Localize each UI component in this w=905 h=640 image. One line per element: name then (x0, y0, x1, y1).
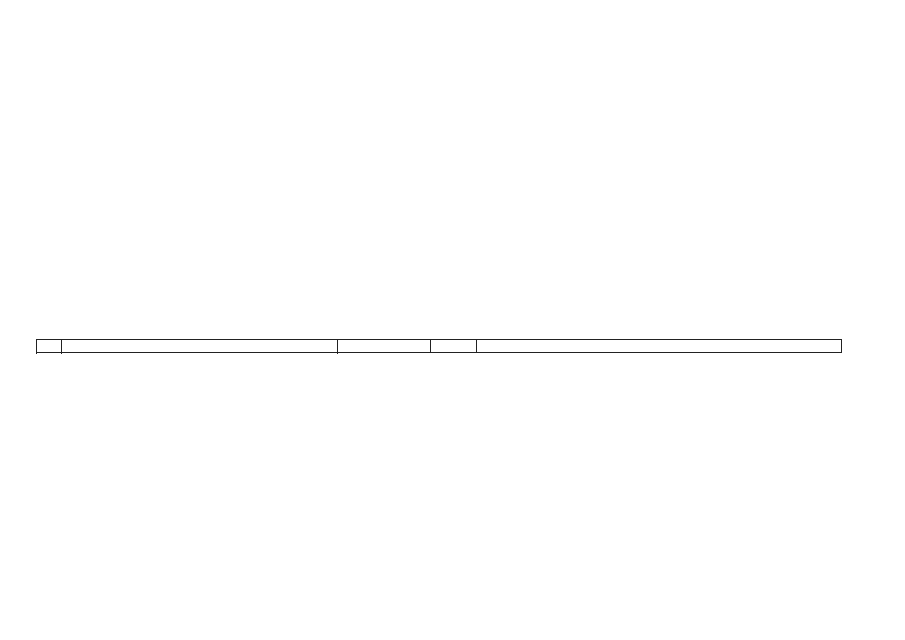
col-header-unit (338, 340, 430, 353)
appendix-header (618, 40, 864, 42)
indicators-table (36, 339, 842, 353)
col-header-values (477, 340, 842, 353)
col-header-num (37, 340, 62, 353)
col-header-name (62, 340, 338, 353)
col-header-blank (430, 340, 476, 353)
